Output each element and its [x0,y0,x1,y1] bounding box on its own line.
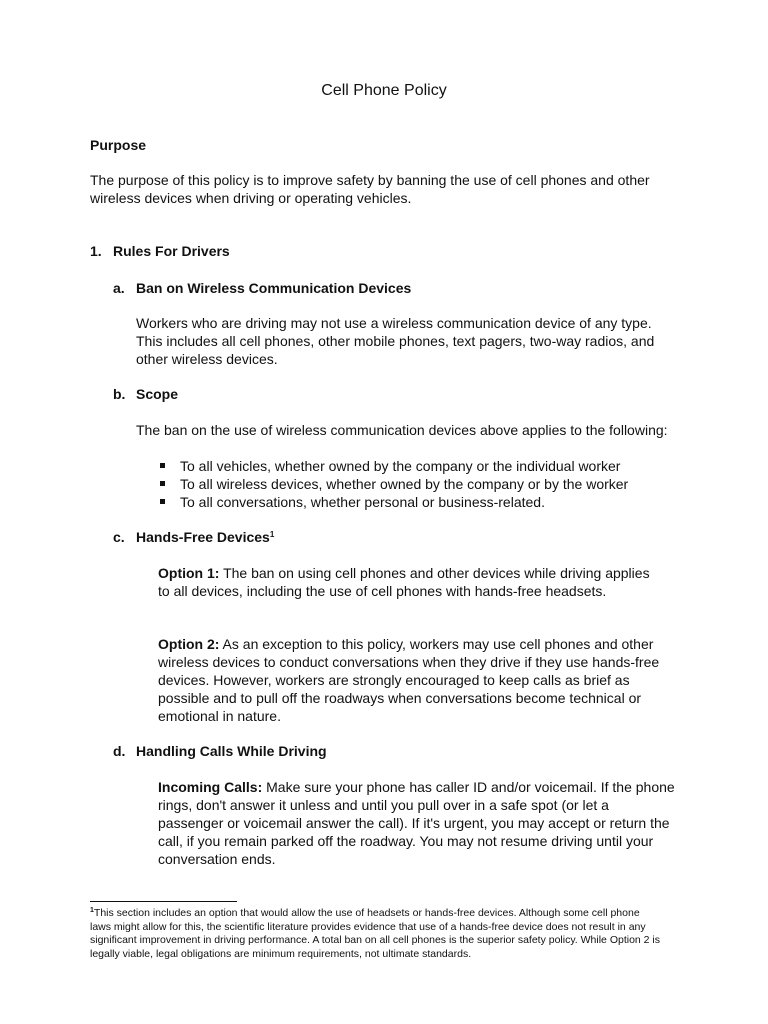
section-b-heading: Scope [136,386,179,402]
section-d-heading: Handling Calls While Driving [136,743,327,759]
incoming-calls-paragraph [158,778,678,868]
bullet-text: To all wireless devices, whether owned by the company or by the worker [180,476,629,492]
option-2-paragraph [158,635,678,725]
option-2-label: Option 2: [158,636,220,652]
footnote-separator [90,901,237,902]
section-d-letter: d. [113,743,126,759]
scope-bullet-list [158,457,698,511]
option-1-paragraph [158,564,658,600]
footnote-mark: 1 [90,907,94,914]
section-b-text: The ban on the use of wireless communication devices above applies to the following: [136,422,668,438]
section-a-letter: a. [113,280,125,296]
bullet-square-icon [160,463,165,468]
footnote-reference: 1 [269,530,275,539]
section-c-heading: Hands-Free Devices [136,529,270,545]
bullet-square-icon [160,499,165,504]
section-a-heading: Ban on Wireless Communication Devices [136,280,412,296]
bullet-item [158,493,698,511]
section-c-heading-wrap [136,528,274,546]
incoming-calls-label: Incoming Calls: [158,779,263,795]
section-c-letter: c. [113,529,125,545]
section-1-number: 1. [90,243,102,259]
section-1-heading: Rules For Drivers [113,243,230,259]
bullet-item [158,475,698,493]
page-title: Cell Phone Policy [321,82,447,99]
purpose-heading: Purpose [90,137,147,153]
section-a-text: Workers who are driving may not use a wireless communication device of any type. This includes all cell phones, other mobile phones, text pagers, two-way radios, and other wireless devices. [136,315,655,367]
bullet-text: To all conversations, whether personal or business-related. [180,494,545,510]
bullet-item [158,457,698,475]
option-1-label: Option 1: [158,565,220,581]
footnote-text: This section includes an option that would allow the use of headsets or hands-free devices. Although some cell phone laws might allow for this, the scientific literature provides evidence that use of a hands-free device does not result in any significant improvement in driving performance. A total ban on all cell phones is the superior safety policy. While Option 2 is legally viable, legal obligations are minimum requirements, not ultimate standards. [90,907,661,960]
footnote [90,907,660,961]
bullet-square-icon [160,481,165,486]
purpose-text: The purpose of this policy is to improve safety by banning the use of cell phones and other wireless devices when driving or operating vehicles. [90,172,650,206]
section-b-letter: b. [113,386,126,402]
incoming-calls-text: Make sure your phone has caller ID and/or voicemail. If the phone rings, don't answer it unless and until you pull over in a safe spot (or let a passenger or voicemail answer the call). If it's urgent, you may accept or return the call, if you remain parked off the roadway. You may not resume driving until your conversation ends. [158,779,675,867]
option-1-text: The ban on using cell phones and other devices while driving applies to all devices, including the use of cell phones with hands-free headsets. [158,565,650,599]
option-2-text: As an exception to this policy, workers may use cell phones and other wireless devices to conduct conversations when they drive if they use hands-free devices. However, workers are strongly encouraged to keep calls as brief as possible and to pull off the roadways when conversations become technical or emotional in nature. [158,636,660,724]
bullet-text: To all vehicles, whether owned by the company or the individual worker [180,458,621,474]
